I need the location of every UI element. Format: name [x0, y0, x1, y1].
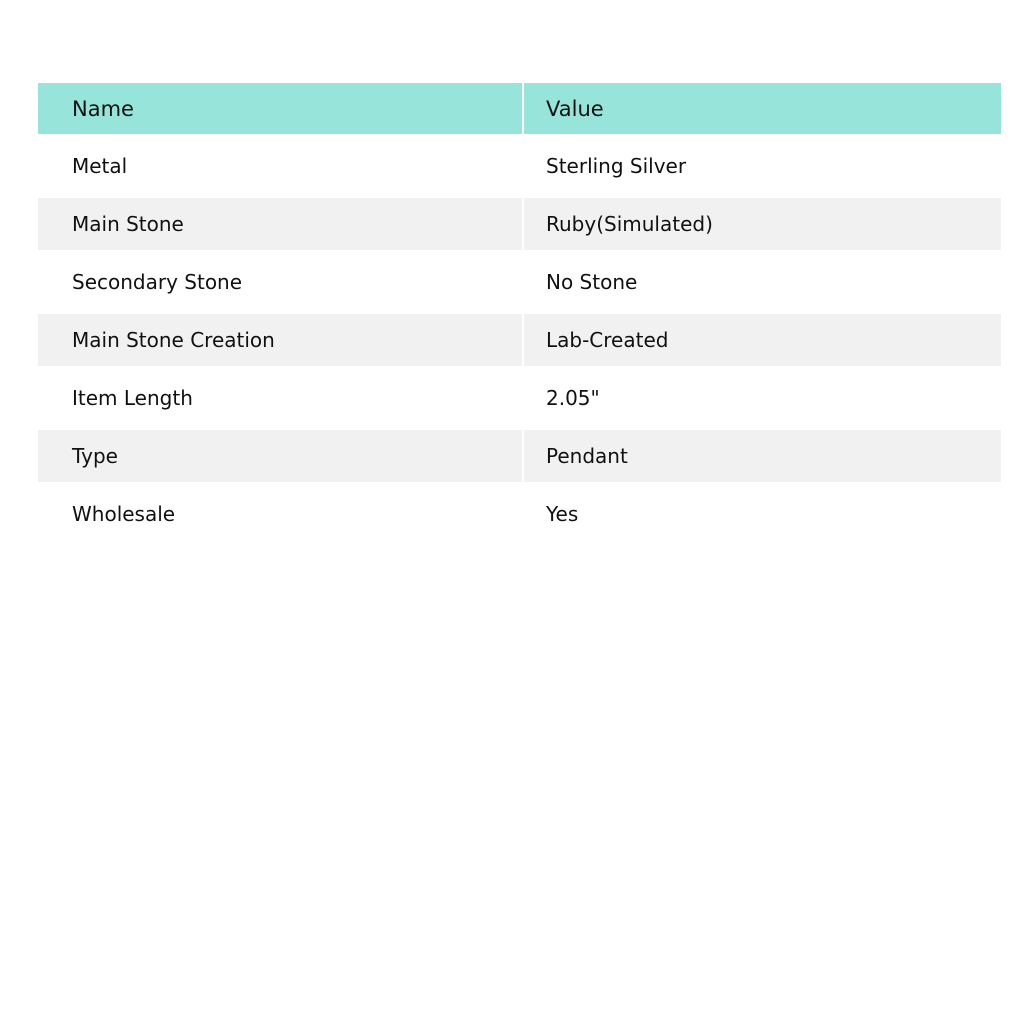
row-value-cell: Pendant — [523, 430, 1001, 482]
column-header-name: Name — [38, 83, 523, 134]
row-name-cell: Item Length — [72, 386, 193, 410]
row-value-cell: Ruby(Simulated) — [523, 198, 1001, 250]
row-name-cell: Main Stone Creation — [38, 314, 523, 366]
row-name-cell: Type — [38, 430, 523, 482]
table-header-row — [38, 83, 1001, 134]
column-header-value: Value — [523, 83, 1001, 134]
row-value-cell: No Stone — [523, 250, 1001, 314]
table-row — [38, 314, 1001, 366]
table-row — [38, 430, 1001, 482]
row-name-cell: Wholesale — [72, 502, 176, 526]
table-row — [38, 198, 1001, 250]
table-body — [38, 134, 1001, 546]
row-name-cell: Main Stone — [38, 198, 523, 250]
row-name-cell: Metal — [72, 154, 128, 178]
table-row — [38, 482, 1001, 546]
product-spec-table — [38, 83, 1001, 546]
table-row — [38, 366, 1001, 430]
table-header — [38, 83, 1001, 134]
row-value-cell: 2.05" — [523, 366, 1001, 430]
table-row — [38, 250, 1001, 314]
row-value-cell: Sterling Silver — [523, 134, 1001, 198]
table-row — [38, 134, 1001, 198]
row-value-cell: Yes — [523, 482, 1001, 546]
row-value-cell: Lab-Created — [523, 314, 1001, 366]
row-name-cell: Secondary Stone — [72, 270, 243, 294]
